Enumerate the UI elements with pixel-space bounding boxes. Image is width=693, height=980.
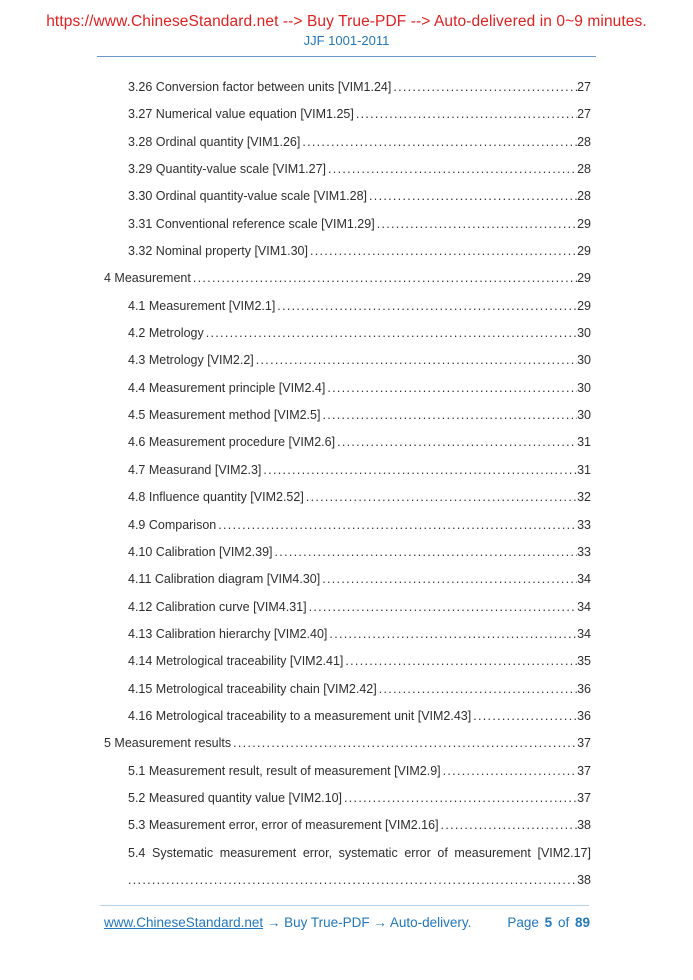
dot-leader <box>128 867 577 894</box>
page-label: Page <box>507 915 539 930</box>
standard-number: JJF 1001-2011 <box>303 33 390 48</box>
toc-entry-page: 37 <box>577 790 591 805</box>
toc-entry-label: 5.4 Systematic measurement error, systematic error of measurement [VIM2.17] <box>128 845 591 860</box>
toc-entry[interactable] <box>104 812 591 839</box>
toc-entry-label: 4.3 Metrology [VIM2.2] <box>128 353 254 368</box>
toc-entry-page: 34 <box>577 572 591 587</box>
toc-entry-page: 28 <box>577 134 591 149</box>
toc-entry[interactable] <box>104 621 591 648</box>
dot-leader <box>325 375 577 402</box>
of-label: of <box>557 915 570 930</box>
toc-entry[interactable] <box>104 594 591 621</box>
toc-entry-label: 4.12 Calibration curve [VIM4.31] <box>128 599 307 614</box>
dot-leader <box>439 812 578 839</box>
toc-entry-label: 4.16 Metrological traceability to a measurement unit [VIM2.43] <box>128 708 472 723</box>
toc-entry-label: 4.5 Measurement method [VIM2.5] <box>128 408 321 423</box>
toc-entry-label: 4.7 Measurand [VIM2.3] <box>128 462 262 477</box>
toc-entry[interactable] <box>104 402 591 429</box>
dot-leader <box>320 566 577 593</box>
toc-entry-label: 5.3 Measurement error, error of measurement [VIM2.16] <box>128 818 439 833</box>
toc-entry-label: 4 Measurement <box>104 271 191 286</box>
dot-leader <box>261 457 577 484</box>
toc-entry[interactable] <box>104 320 591 347</box>
dot-leader <box>300 129 577 156</box>
dot-leader <box>342 785 577 812</box>
toc-list <box>104 74 591 894</box>
dot-leader <box>307 594 578 621</box>
dot-leader <box>441 758 577 785</box>
toc-entry[interactable] <box>104 129 591 156</box>
toc-entry-label: 3.30 Ordinal quantity-value scale [VIM1.28] <box>128 189 368 204</box>
toc-entry-label: 3.31 Conventional reference scale [VIM1.29] <box>128 216 375 231</box>
toc-entry-label: 5 Measurement results <box>104 736 232 751</box>
dot-leader <box>216 512 577 539</box>
toc-entry[interactable] <box>104 484 591 511</box>
dot-leader <box>377 676 577 703</box>
dot-leader <box>275 293 577 320</box>
toc-entry-label: 5.2 Measured quantity value [VIM2.10] <box>128 790 343 805</box>
toc-entry-page: 34 <box>577 599 591 614</box>
toc-entry[interactable] <box>104 265 591 292</box>
toc-entry-label: 3.26 Conversion factor between units [VIM1.24] <box>128 80 392 94</box>
dot-leader <box>320 402 577 429</box>
toc-entry-page: 35 <box>577 654 591 669</box>
toc-entry-page: 30 <box>577 408 591 423</box>
toc-entry[interactable] <box>104 74 591 101</box>
toc-entry-label: 4.8 Influence quantity [VIM2.52] <box>128 490 304 505</box>
dot-leader <box>391 74 577 101</box>
toc-entry-label: 4.9 Comparison <box>128 517 217 532</box>
toc-entry-page: 29 <box>577 271 591 286</box>
dot-leader <box>367 183 577 210</box>
toc-entry[interactable] <box>104 101 591 128</box>
toc-entry-label: 4.1 Measurement [VIM2.1] <box>128 298 276 313</box>
toc-entry-label: 3.28 Ordinal quantity [VIM1.26] <box>128 134 301 149</box>
dot-leader <box>204 320 577 347</box>
toc-entry-page: 33 <box>577 544 591 559</box>
toc-entry-page: 37 <box>577 736 591 751</box>
dot-leader <box>343 648 577 675</box>
toc-entry[interactable] <box>104 512 591 539</box>
dot-leader <box>354 101 577 128</box>
toc-entry-label: 4.14 Metrological traceability [VIM2.41] <box>128 654 344 669</box>
toc-entry-page: 28 <box>577 189 591 204</box>
toc-entry-page: 30 <box>577 380 591 395</box>
toc-entry[interactable] <box>104 703 591 730</box>
toc-entry-page: 37 <box>577 763 591 778</box>
toc-entry[interactable] <box>104 293 591 320</box>
dot-leader <box>326 156 577 183</box>
page-indicator <box>506 915 591 930</box>
toc-entry[interactable] <box>104 730 591 757</box>
dot-leader <box>304 484 577 511</box>
toc-entry-page: 29 <box>577 298 591 313</box>
header-rule <box>97 56 596 57</box>
toc-entry[interactable] <box>104 867 591 894</box>
toc-entry[interactable] <box>104 156 591 183</box>
purchase-banner-link[interactable]: https://www.ChineseStandard.net --> Buy True-PDF --> Auto-delivered in 0~9 minutes. <box>46 13 647 30</box>
toc-entry-label: 4.6 Measurement procedure [VIM2.6] <box>128 435 336 450</box>
toc-entry-page: 38 <box>577 818 591 833</box>
toc-entry[interactable] <box>104 457 591 484</box>
toc-entry[interactable] <box>104 676 591 703</box>
dot-leader <box>231 730 577 757</box>
toc-entry[interactable] <box>104 758 591 785</box>
dot-leader <box>191 265 577 292</box>
toc-entry-page: 36 <box>577 681 591 696</box>
toc-entry[interactable] <box>104 375 591 402</box>
toc-entry-label: 3.32 Nominal property [VIM1.30] <box>128 244 308 259</box>
toc-entry[interactable] <box>104 785 591 812</box>
dot-leader <box>375 211 577 238</box>
page-total: 89 <box>574 915 590 930</box>
toc-entry-label: 3.27 Numerical value equation [VIM1.25] <box>128 107 354 122</box>
toc-entry[interactable] <box>104 183 591 210</box>
toc-entry-label: 4.11 Calibration diagram [VIM4.30] <box>128 572 321 587</box>
dot-leader <box>308 238 577 265</box>
footer <box>104 915 591 930</box>
toc-entry-page: 38 <box>577 872 591 887</box>
toc-entry-page: 30 <box>577 353 591 368</box>
toc-entry-page: 31 <box>577 435 591 450</box>
toc-entry-page: 30 <box>577 326 591 341</box>
toc-entry[interactable] <box>104 429 591 456</box>
toc-entry[interactable] <box>104 648 591 675</box>
toc-entry[interactable] <box>104 539 591 566</box>
toc-entry-page: 29 <box>577 216 591 231</box>
toc-entry-page: 34 <box>577 626 591 641</box>
dot-leader <box>254 347 577 374</box>
toc-entry-label: 3.29 Quantity-value scale [VIM1.27] <box>128 162 327 177</box>
toc-entry[interactable] <box>104 347 591 374</box>
toc-entry-label: 4.13 Calibration hierarchy [VIM2.40] <box>128 626 328 641</box>
dot-leader <box>327 621 577 648</box>
toc-entry-label: 5.1 Measurement result, result of measurement [VIM2.9] <box>128 763 441 778</box>
toc-entry[interactable] <box>104 211 591 238</box>
toc-entry-page: 29 <box>577 244 591 259</box>
dot-leader <box>335 429 577 456</box>
footer-rule <box>100 905 589 906</box>
toc-entry-page: 33 <box>577 517 591 532</box>
dot-leader <box>273 539 578 566</box>
footer-tagline: → Buy True-PDF → Auto-delivery. <box>266 915 472 930</box>
toc-entry-page: 32 <box>577 490 591 505</box>
dot-leader <box>471 703 577 730</box>
toc-entry[interactable] <box>104 840 591 867</box>
toc-entry-label: 4.4 Measurement principle [VIM2.4] <box>128 380 326 395</box>
toc-entry[interactable] <box>104 566 591 593</box>
toc-entry-page: 27 <box>577 107 591 122</box>
toc-entry-page: 28 <box>577 162 591 177</box>
toc-entry[interactable] <box>104 238 591 265</box>
toc-entry-page: 36 <box>577 708 591 723</box>
page-current: 5 <box>544 915 553 930</box>
toc-entry-label: 4.15 Metrological traceability chain [VIM2.42] <box>128 681 377 696</box>
toc-entry-label: 4.10 Calibration [VIM2.39] <box>128 544 273 559</box>
footer-url-link[interactable]: www.ChineseStandard.net <box>104 915 264 930</box>
toc-entry-page: 31 <box>577 462 591 477</box>
toc-entry-page: 27 <box>577 80 591 94</box>
footer-link-line <box>104 915 471 930</box>
toc-entry-label: 4.2 Metrology <box>128 326 204 341</box>
